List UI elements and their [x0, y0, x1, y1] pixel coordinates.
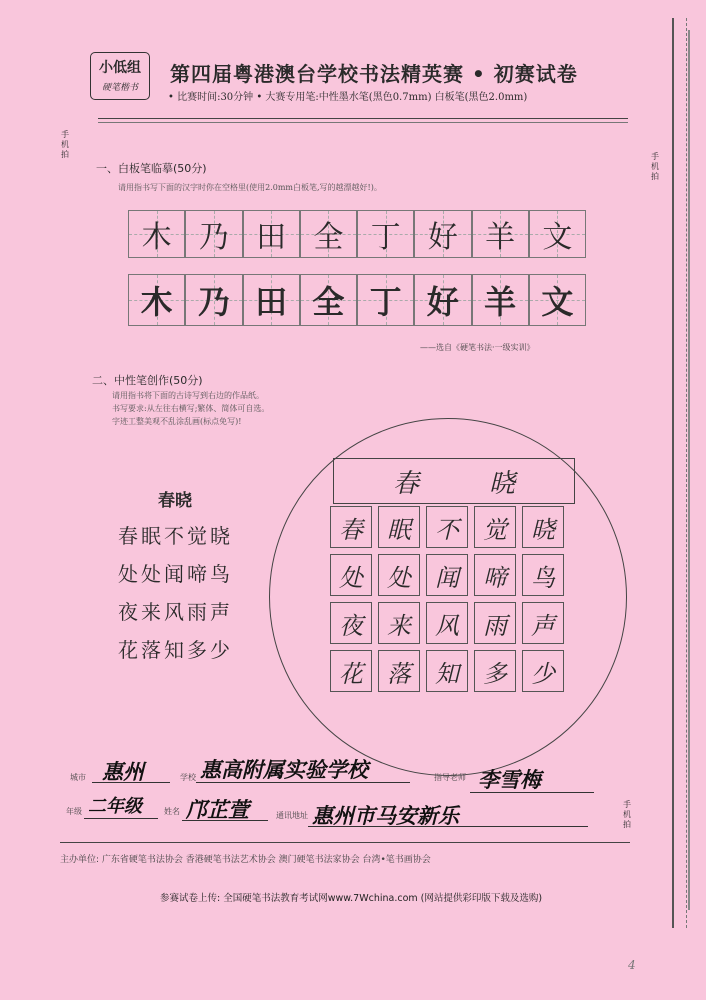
- handwritten-char-cell: 丁: [357, 274, 414, 326]
- handwritten-char-cell: 好: [414, 274, 471, 326]
- school-value: 惠高附属实验学校: [200, 757, 368, 782]
- address-underline: [308, 826, 588, 827]
- section1-heading: 一、白板笔临摹(50分): [96, 162, 207, 175]
- artwork-cell: 多: [474, 650, 516, 692]
- artwork-cell: 春: [330, 506, 372, 548]
- model-char-cell: 文: [529, 210, 586, 258]
- section2-instruction-2: 书写要求:从左往右横写;繁体、简体可自选。: [112, 404, 270, 413]
- artwork-grid: [330, 506, 564, 692]
- artwork-cell: 眠: [378, 506, 420, 548]
- artwork-cell: 落: [378, 650, 420, 692]
- artwork-cell: 来: [378, 602, 420, 644]
- page-title: 第四届粤港澳台学校书法精英赛 • 初赛试卷: [170, 62, 578, 86]
- model-char-grid: [128, 210, 586, 258]
- city-label: 城市: [70, 773, 86, 782]
- section2-instruction-3: 字迹工整美观不乱涂乱画(标点免写)!: [112, 417, 242, 426]
- artwork-cell: 处: [330, 554, 372, 596]
- handwritten-char-cell: 羊: [472, 274, 529, 326]
- school-label: 学校: [180, 773, 196, 782]
- page-number: 4: [628, 958, 636, 972]
- model-char-cell: 木: [128, 210, 185, 258]
- grade-value: 二年级: [88, 796, 142, 817]
- scan-edge-line: [688, 30, 690, 910]
- footer-note: 参赛试卷上传: 全国硬笔书法教育考试网www.7Wchina.com (网站提供彩印版下载及选购): [160, 893, 543, 904]
- artwork-cell: 雨: [474, 602, 516, 644]
- source-citation: ——选自《硬笔书法·一级实训》: [420, 343, 535, 352]
- margin-note-left: 手机拍: [61, 130, 69, 159]
- scan-edge: [672, 18, 687, 928]
- city-underline: [92, 782, 170, 783]
- artwork-cell: 鸟: [522, 554, 564, 596]
- model-char-cell: 田: [243, 210, 300, 258]
- teacher-underline: [470, 792, 594, 793]
- artwork-title-char: 春: [392, 468, 419, 499]
- artwork-cell: 夜: [330, 602, 372, 644]
- handwritten-char-cell: 木: [128, 274, 185, 326]
- handwritten-char-cell: 乃: [185, 274, 242, 326]
- handwritten-char-grid: [128, 274, 586, 326]
- city-value: 惠州: [102, 759, 144, 784]
- artwork-cell: 少: [522, 650, 564, 692]
- section1-instruction: 请用指书写下面的汉字时你在空格里(使用2.0mm白板笔,写的越漂越好!)。: [118, 183, 382, 192]
- teacher-label: 指导老师: [434, 773, 466, 782]
- poem-line: 夜来风雨声: [118, 600, 233, 624]
- artwork-cell: 不: [426, 506, 468, 548]
- organizers: 主办单位: 广东省硬笔书法协会 香港硬笔书法艺术协会 澳门硬笔书法家协会 台湾•笔书画协会: [60, 855, 431, 865]
- badge-style: 硬笔楷书: [101, 83, 138, 93]
- header-divider-thin: [98, 122, 628, 123]
- address-value: 惠州市马安新乐: [312, 803, 459, 828]
- margin-note-bottom: 手机拍: [623, 800, 631, 829]
- model-char-cell: 乃: [185, 210, 242, 258]
- artwork-title-char: 晓: [489, 468, 516, 499]
- grade-label: 年级: [66, 807, 82, 816]
- handwritten-char-cell: 文: [529, 274, 586, 326]
- address-label: 通讯地址: [276, 811, 308, 820]
- name-underline: [182, 820, 268, 821]
- name-label: 姓名: [164, 807, 180, 816]
- artwork-cell: 知: [426, 650, 468, 692]
- artwork-cell: 啼: [474, 554, 516, 596]
- artwork-title: [333, 458, 575, 504]
- artwork-cell: 风: [426, 602, 468, 644]
- artwork-cell: 闻: [426, 554, 468, 596]
- poem-line: 花落知多少: [118, 638, 233, 662]
- handwritten-char-cell: 田: [243, 274, 300, 326]
- model-char-cell: 羊: [472, 210, 529, 258]
- artwork-cell: 觉: [474, 506, 516, 548]
- artwork-cell: 处: [378, 554, 420, 596]
- badge-group: 小低组: [99, 60, 141, 76]
- header-divider: [98, 118, 628, 119]
- poem-line: 春眠不觉晓: [118, 524, 233, 548]
- model-char-cell: 好: [414, 210, 471, 258]
- page-subtitle: • 比赛时间:30分钟 • 大赛专用笔:中性墨水笔(黑色0.7mm) 白板笔(黑色2.0mm): [168, 92, 528, 103]
- handwritten-char-cell: 全: [300, 274, 357, 326]
- section2-heading: 二、中性笔创作(50分): [92, 374, 203, 387]
- section2-instruction-1: 请用指书将下面的古诗写到右边的作品纸。: [112, 391, 264, 400]
- school-underline: [196, 782, 410, 783]
- name-value: 邝芷萱: [186, 797, 249, 822]
- artwork-cell: 晓: [522, 506, 564, 548]
- grade-underline: [84, 818, 158, 819]
- footer-divider: [60, 842, 630, 843]
- poem-line: 处处闻啼鸟: [118, 562, 233, 586]
- teacher-value: 李雪梅: [478, 767, 541, 792]
- artwork-cell: 花: [330, 650, 372, 692]
- group-badge: [90, 52, 150, 100]
- margin-note-right: 手机拍: [651, 152, 659, 181]
- artwork-cell: 声: [522, 602, 564, 644]
- model-char-cell: 全: [300, 210, 357, 258]
- model-char-cell: 丁: [357, 210, 414, 258]
- poem-title: 春晓: [158, 491, 192, 511]
